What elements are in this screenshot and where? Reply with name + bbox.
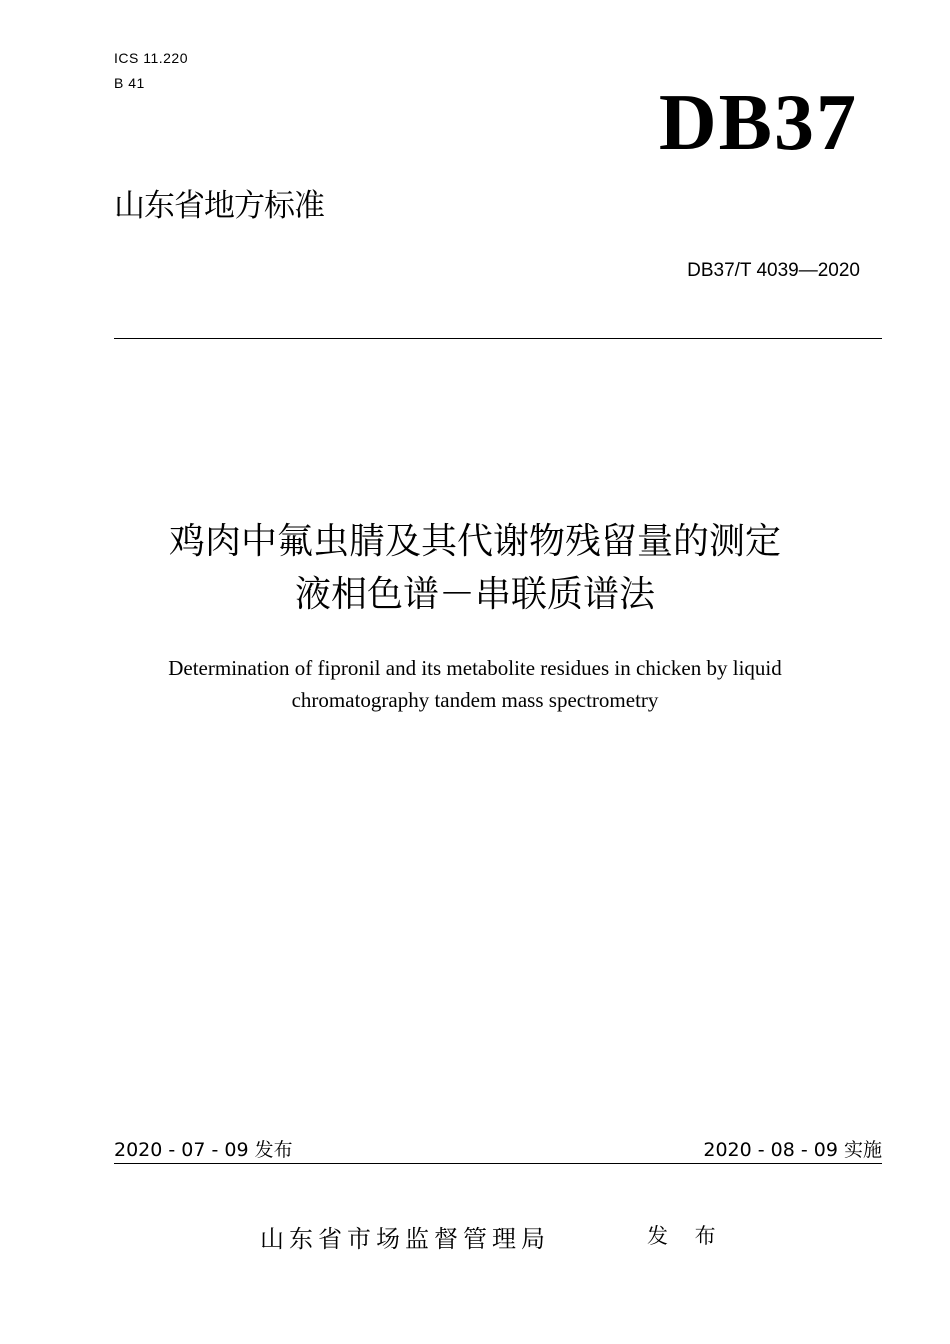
title-en-line2: chromatography tandem mass spectrometry <box>291 688 659 712</box>
db-logo: DB37 <box>658 79 858 167</box>
top-divider <box>114 338 882 339</box>
ics-code: ICS 11.220 <box>114 50 189 66</box>
title-cn-line2: 液相色谱－串联质谱法 <box>294 574 655 615</box>
publisher-name: 山东省市场监督管理局 <box>260 1225 550 1253</box>
publish-label: 发 布 <box>647 1224 726 1248</box>
standard-number: DB37/T 4039—2020 <box>687 260 860 281</box>
title-cn-line1: 鸡肉中氟虫腈及其代谢物残留量的测定 <box>168 521 781 562</box>
ccs-code: B 41 <box>114 75 145 91</box>
issue-date: 2020 - 07 - 09 发布 <box>114 1139 293 1161</box>
title-en-line1: Determination of fipronil and its metabolite residues in chicken by liquid <box>168 656 782 680</box>
standard-type: 山东省地方标准 <box>114 188 324 224</box>
bottom-divider <box>114 1163 882 1164</box>
implementation-date: 2020 - 08 - 09 实施 <box>703 1139 882 1161</box>
